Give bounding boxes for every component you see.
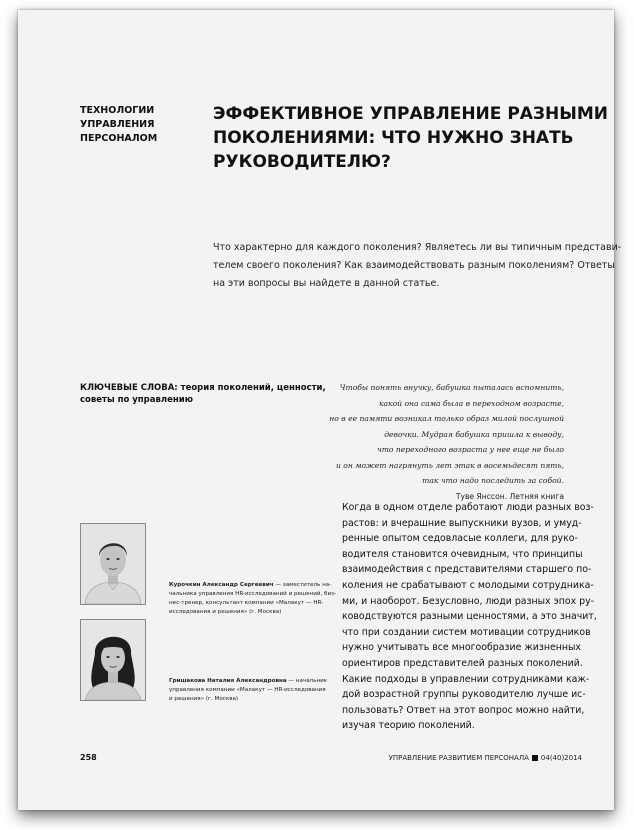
body-line: растов: и вчерашние выпускники вузов, и умуд- [342, 517, 582, 529]
lead-line: телем своего поколения? Как взаимодействовать разным поколениям? Ответы [213, 260, 615, 271]
page-number: 258 [80, 753, 97, 762]
author-bio-line: нес-тренер, консультант компании «Малакут — HR- [169, 600, 324, 606]
body-line: взаимодействия с представителями старшего по- [342, 564, 592, 576]
epigraph-line: Чтобы понять внучку, бабушка пыталась вспомнить, [339, 383, 564, 392]
magazine-page [18, 10, 622, 810]
body-line: водителя становится очевидным, что принципы [342, 548, 583, 560]
body-line: изучая теорию поколений. [342, 720, 475, 732]
separator-square-icon [532, 755, 538, 761]
body-line: коления не срабатывают с молодыми сотрудника- [342, 579, 594, 591]
keywords: КЛЮЧЕВЫЕ СЛОВА: теория поколений, ценности, советы по управлению [80, 383, 326, 405]
author-bio [169, 677, 339, 704]
male-portrait-icon [81, 524, 145, 604]
section-label [80, 104, 190, 146]
body-line: пользовать? Ответ на этот вопрос можно найти, [342, 704, 585, 716]
author-name: Курочкин Александр Сергеевич [169, 582, 274, 588]
female-portrait-icon [81, 620, 145, 700]
article-title-line: РУКОВОДИТЕЛЮ? [213, 152, 391, 172]
author-bio-line: и решения» (г. Москва) [169, 696, 239, 702]
epigraph-line: девочки. Мудрая бабушка пришла к выводу, [384, 429, 564, 439]
article-lead [213, 239, 622, 293]
epigraph [264, 380, 564, 504]
author-bio-line: — заместитель на- [273, 582, 332, 588]
body-line: ориентиров представителей разных поколений. [342, 657, 583, 669]
epigraph-line: что переходного возраста у нее еще не было [377, 445, 564, 454]
body-line: ководствуются разными ценностями, а это значит, [342, 611, 597, 623]
author-bio-line: управления компании «Малакут — HR-исследования [169, 687, 326, 693]
lead-line: Что характерно для каждого поколения? Являетесь ли вы типичным представи- [213, 242, 622, 253]
body-line: нужно учитывать все многообразие жизненных [342, 642, 581, 654]
epigraph-line: так что надо последить за собой. [422, 476, 564, 485]
epigraph-line: какой она сама была в переходном возрасте, [378, 398, 564, 408]
author-bio [169, 581, 339, 617]
journal-footer [389, 753, 582, 763]
section-label-line: УПРАВЛЕНИЯ [80, 119, 155, 130]
article-title-line: ЭФФЕКТИВНОЕ УПРАВЛЕНИЕ РАЗНЫМИ [213, 104, 609, 124]
epigraph-source: Туве Янссон. Летняя книга [455, 491, 564, 501]
article-body [342, 500, 597, 734]
body-line: что при создании систем мотивации сотрудников [342, 626, 591, 638]
body-line: ми, и наоборот. Безусловно, люди разных эпох ру- [342, 595, 594, 607]
body-line: Когда в одном отделе работают люди разных воз- [342, 502, 594, 513]
epigraph-line: и он может нагрянуть лет этак в восемьдесят пять, [335, 460, 564, 470]
body-line: Какие подходы в управлении сотрудниками каж- [342, 673, 590, 685]
body-line: дой возрастной группы руководителю лучше ис- [342, 689, 586, 701]
journal-issue: 04(40)2014 [540, 754, 582, 762]
author-bio-line: исследования и решения» (г. Москва) [169, 609, 282, 615]
author-photo [80, 619, 146, 701]
section-label-line: ПЕРСОНАЛОМ [80, 133, 158, 144]
epigraph-line: но в ее памяти возникал только образ милой послушной [329, 414, 564, 423]
lead-line: на эти вопросы вы найдете в данной статье. [213, 278, 440, 289]
article-title [213, 102, 609, 174]
journal-name: УПРАВЛЕНИЕ РАЗВИТИЕМ ПЕРСОНАЛА [388, 754, 529, 762]
section-label-line: ТЕХНОЛОГИИ [80, 105, 155, 116]
author-photo [80, 523, 146, 605]
body-line: ренные опытом седовласые коллеги, для руко- [342, 533, 578, 545]
author-bio-line: — начальник [286, 678, 328, 684]
author-name: Гришакова Наталия Александровна [169, 678, 287, 684]
article-title-line: ПОКОЛЕНИЯМИ: ЧТО НУЖНО ЗНАТЬ [213, 128, 574, 148]
author-bio-line: чальника управления HR-исследований и решений, биз- [169, 591, 337, 597]
